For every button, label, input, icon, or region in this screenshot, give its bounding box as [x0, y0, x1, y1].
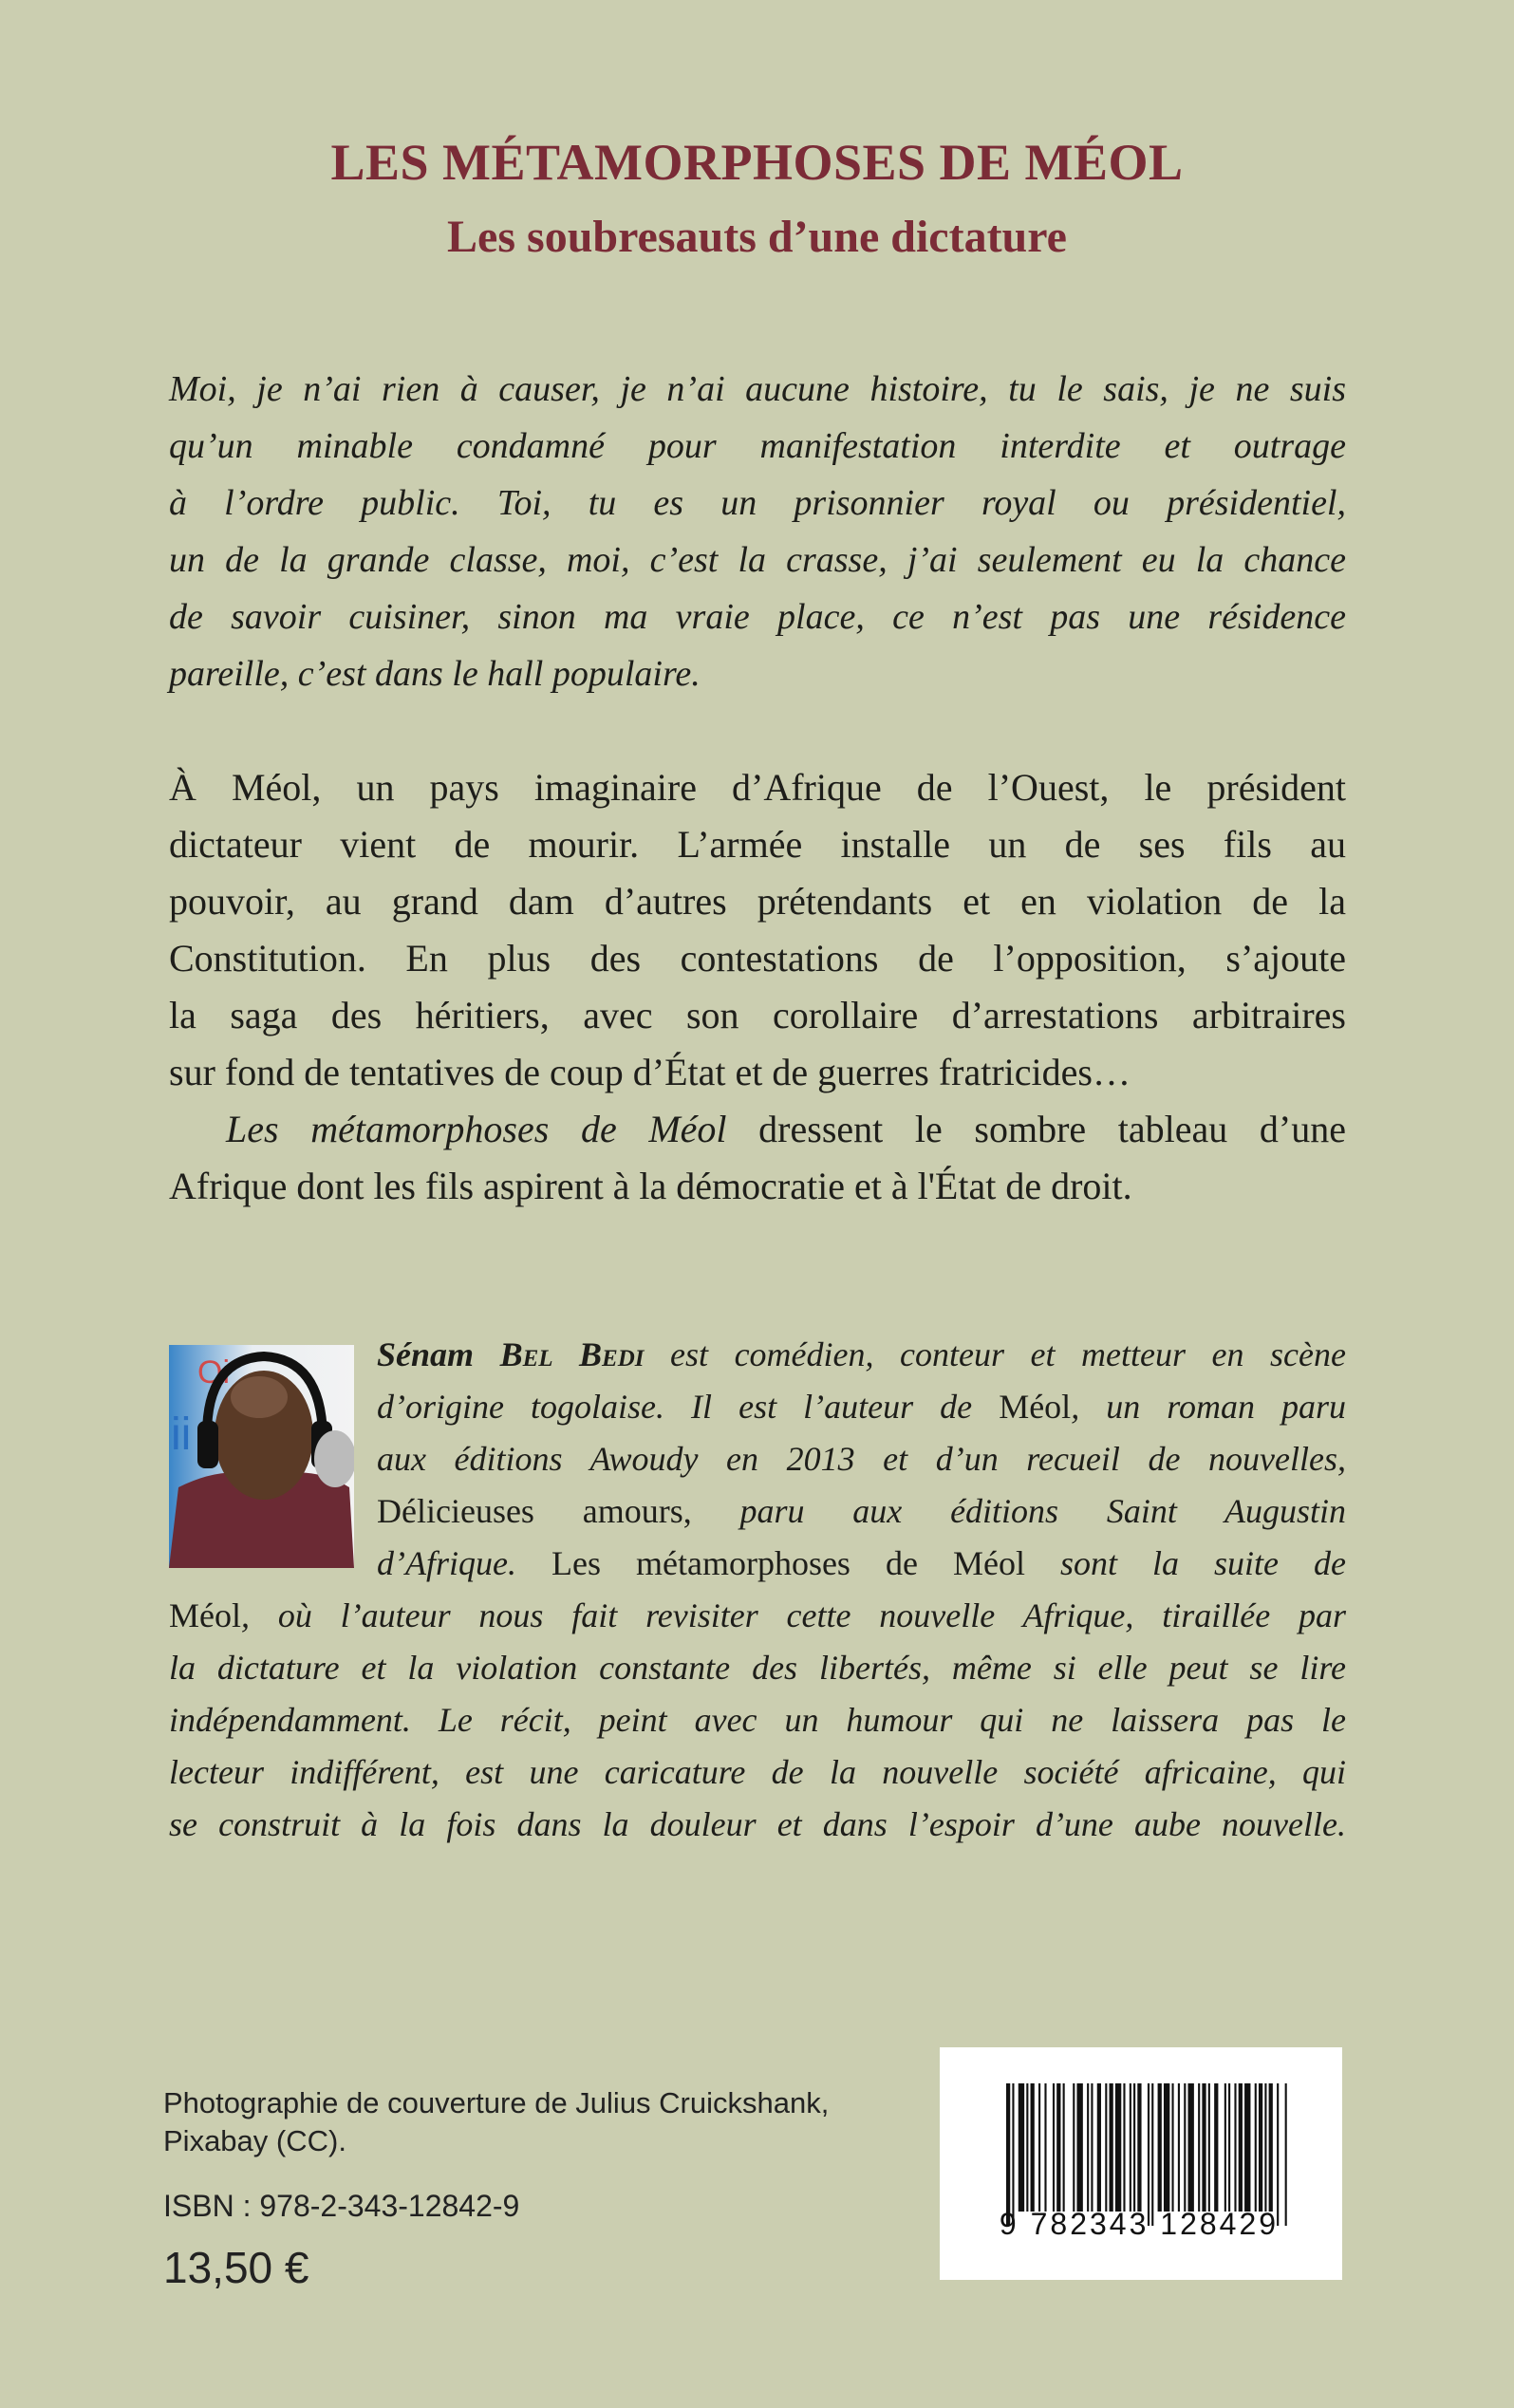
photo-credit-line: Photographie de couverture de Julius Cruickshank,	[163, 2086, 830, 2119]
text-line	[377, 1485, 1346, 1538]
text-segment: Afrique dont les fils aspirent à la démocratie et à l'État de droit.	[169, 1165, 1132, 1207]
barcode-bar	[1244, 2083, 1250, 2212]
barcode-bar	[1171, 2083, 1173, 2212]
barcode-bar	[1198, 2083, 1200, 2212]
barcode-bar	[1012, 2083, 1014, 2226]
barcode-bar	[1277, 2083, 1279, 2226]
text-line	[169, 1158, 1346, 1215]
barcode-bar	[1026, 2083, 1028, 2212]
barcode-bar	[1259, 2083, 1262, 2212]
text-segment: sont la suite de	[1059, 1544, 1346, 1582]
photo-credit-line: Pixabay (CC).	[163, 2124, 346, 2157]
text-segment: lecteur indifférent, est une caricature de la nouvelle société africaine, qui	[169, 1753, 1346, 1791]
price: 13,50 €	[163, 2243, 309, 2292]
barcode-bar	[1123, 2083, 1125, 2212]
barcode-bar	[1063, 2083, 1065, 2212]
barcode	[940, 2047, 1342, 2280]
quote-line: un de la grande classe, moi, c’est la crasse, j’ai seulement eu la chance	[169, 540, 1346, 580]
text-segment: paru aux éditions Saint Augustin	[739, 1492, 1346, 1530]
text-segment: Les métamorphoses de Méol	[226, 1108, 727, 1150]
barcode-bar	[1228, 2083, 1230, 2212]
text-segment: Méol	[999, 1388, 1072, 1426]
text-segment: Sénam	[377, 1335, 500, 1373]
text-segment: dressent le sombre tableau d’une	[726, 1108, 1346, 1150]
barcode-bar	[1269, 2083, 1273, 2212]
text-line	[169, 1694, 1346, 1746]
quote-line: qu’un minable condamné pour manifestation interdite et outrage	[169, 426, 1346, 466]
text-segment: Les métamorphoses de Méol	[515, 1544, 1060, 1582]
barcode-bar	[1187, 2083, 1193, 2212]
text-segment: d’origine togolaise. Il est l’auteur de	[377, 1388, 1000, 1426]
svg-text:ii: ii	[171, 1409, 192, 1460]
text-segment: la saga des héritiers, avec son corollaire d’arrestations arbitraires	[169, 994, 1346, 1036]
quote-line: Moi, je n’ai rien à causer, je n’ai aucune histoire, tu le sais, je ne suis	[169, 369, 1346, 409]
text-line	[169, 987, 1346, 1044]
text-segment: aux éditions Awoudy en 2013 et d’un recueil de nouvelles,	[377, 1440, 1346, 1478]
barcode-bar	[1202, 2083, 1206, 2212]
barcode-bar	[1178, 2083, 1180, 2212]
text-segment: Délicieuses amours,	[377, 1492, 740, 1530]
barcode-bar	[1087, 2083, 1089, 2212]
quote-line: pareille, c’est dans le hall populaire.	[169, 654, 701, 694]
text-line	[169, 930, 1346, 987]
text-segment: , un roman paru	[1071, 1388, 1346, 1426]
text-segment: d’Afrique.	[377, 1544, 516, 1582]
text-segment: est comédien, conteur et metteur en scène	[644, 1335, 1346, 1373]
text-line	[169, 1746, 1346, 1799]
barcode-bar	[1073, 2083, 1075, 2212]
text-line	[377, 1329, 1346, 1381]
barcode-bar	[1031, 2083, 1035, 2212]
barcode-bar	[1019, 2083, 1024, 2212]
quote-line: à l’ordre public. Toi, tu es un prisonnier royal ou présidentiel,	[169, 483, 1346, 523]
author-bio	[169, 1329, 1346, 1851]
barcode-bar	[1110, 2083, 1113, 2212]
barcode-bar	[1255, 2083, 1257, 2212]
text-line	[169, 1044, 1346, 1101]
barcode-bar	[1137, 2083, 1141, 2212]
text-segment: sur fond de tentatives de coup d’État et de guerres fratricides…	[169, 1051, 1131, 1093]
barcode-bar	[1006, 2083, 1010, 2226]
barcode-bar	[1133, 2083, 1135, 2212]
text-segment: se construit à la fois dans la douleur et dans l’espoir d’une aube nouvelle.	[169, 1805, 1346, 1843]
barcode-bar	[1076, 2083, 1082, 2212]
barcode-bar	[1214, 2083, 1218, 2212]
barcode-bar	[1151, 2083, 1153, 2226]
text-segment: pouvoir, au grand dam d’autres prétendants et en violation de la	[169, 880, 1346, 923]
barcode-bar	[1053, 2083, 1055, 2212]
barcode-bar	[1056, 2083, 1060, 2212]
text-line	[377, 1538, 1346, 1590]
text-segment: Méol	[169, 1596, 241, 1634]
barcode-bar	[1234, 2083, 1236, 2212]
barcode-bar	[1239, 2083, 1243, 2212]
text-line	[169, 1101, 1346, 1158]
text-line	[169, 873, 1346, 930]
text-line	[169, 1590, 1346, 1642]
barcode-bar	[1091, 2083, 1093, 2212]
barcode-bar	[1130, 2083, 1131, 2212]
barcode-bar	[1164, 2083, 1169, 2212]
text-segment: À Méol, un pays imaginaire d’Afrique de l’Ouest, le président	[169, 766, 1346, 809]
text-segment: Bel Bedi	[499, 1335, 645, 1373]
text-line	[377, 1381, 1346, 1433]
barcode-bars	[1006, 2083, 1291, 2226]
barcode-bar	[1105, 2083, 1107, 2212]
text-segment: la dictature et la violation constante des libertés, même si elle peut se lire	[169, 1649, 1346, 1687]
barcode-bar	[1097, 2083, 1101, 2212]
book-title: LES MÉTAMORPHOSES DE MÉOL	[330, 134, 1184, 191]
text-segment: indépendamment. Le récit, peint avec un humour qui ne laissera pas le	[169, 1701, 1346, 1739]
text-line	[377, 1433, 1346, 1485]
photo-credit	[163, 2084, 829, 2160]
text-line	[169, 816, 1346, 873]
text-segment: dictateur vient de mourir. L’armée installe un de ses fils au	[169, 823, 1346, 866]
isbn: ISBN : 978-2-343-12842-9	[163, 2189, 520, 2223]
text-segment: , où l’auteur nous fait revisiter cette nouvelle Afrique, tiraillée par	[241, 1596, 1346, 1634]
barcode-bar	[1115, 2083, 1121, 2212]
text-line	[169, 1642, 1346, 1694]
barcode-bar	[1158, 2083, 1162, 2212]
svg-text:Oi: Oi	[197, 1354, 230, 1391]
text-line	[169, 1799, 1346, 1851]
barcode-bar	[1224, 2083, 1226, 2212]
barcode-bar	[1148, 2083, 1150, 2226]
barcode-bar	[1285, 2083, 1287, 2226]
summary-paragraph	[169, 759, 1346, 1215]
book-subtitle: Les soubresauts d’une dictature	[447, 212, 1067, 262]
barcode-bar	[1184, 2083, 1186, 2212]
barcode-bar	[1044, 2083, 1046, 2212]
quote-line: de savoir cuisiner, sinon ma vraie place, ce n’est pas une résidence	[169, 597, 1346, 637]
barcode-bar	[1208, 2083, 1210, 2212]
barcode-bar	[1264, 2083, 1266, 2212]
quote-excerpt	[169, 361, 1346, 702]
text-segment: Constitution. En plus des contestations de l’opposition, s’ajoute	[169, 937, 1346, 980]
text-line	[169, 759, 1346, 816]
barcode-bar	[1038, 2083, 1040, 2212]
barcode-digits: 9 782343 128429	[999, 2207, 1280, 2241]
